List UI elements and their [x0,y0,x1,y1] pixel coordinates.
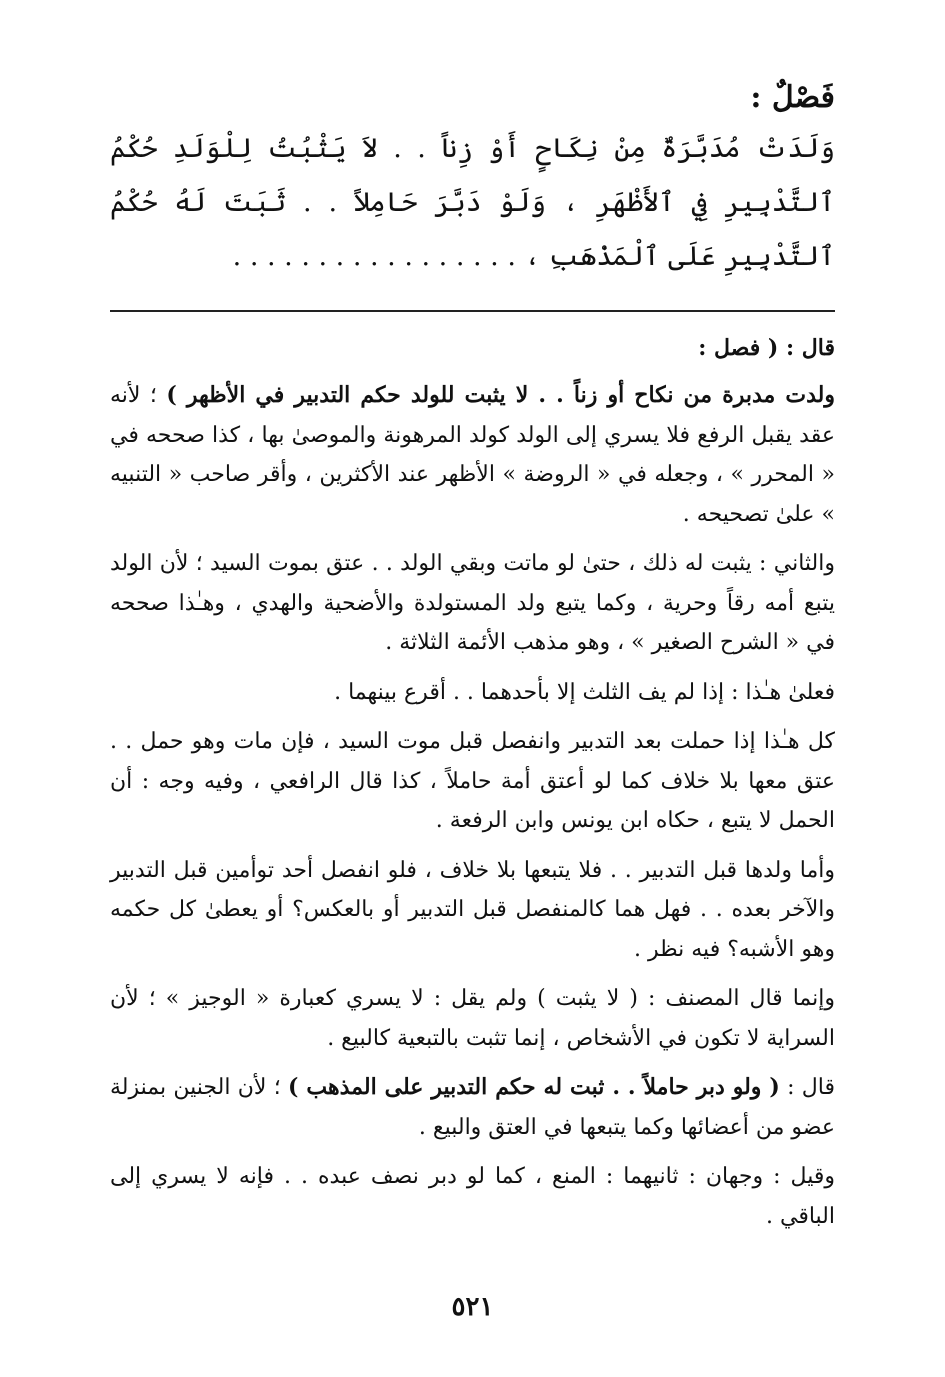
page-number: ٥٢١ [451,1292,494,1322]
paragraph-text: وإنما قال المصنف : ( لا يثبت ) ولم يقل : لا يسري كعبارة « الوجيز » ؛ لأن السراية لا تكون في الأشخاص ، إنما تثبت بالتبعية كالبيع . [110,986,835,1051]
paragraph-prefix: قال : [787,1075,835,1100]
quoted-matn: ( ولو دبر حاملاً . . ثبت له حكم التدبير على المذهب ) [288,1074,780,1100]
paragraph-text: ؛ لأنه عقد يقبل الرفع فلا يسري إلى الولد كولد المرهونة والموصىٰ بها ، كذا صححه في « المحرر » ، وجعله في « الروضة » الأظهر عند الأكثرين ، وأقر صاحب « التنبيه » علىٰ تصحيحه . [110,383,835,527]
paragraph-text: وقيل : وجهان : ثانيهما : المنع ، كما لو دبر نصف عبده . . فإنه لا يسري إلى الباقي . [110,1164,835,1229]
paragraph-1 [110,376,835,534]
paragraph-text: فعلىٰ هـٰذا : إذا لم يف الثلث إلا بأحدهما . . أقرع بينهما . [334,679,835,705]
paragraph-7 [110,1068,835,1147]
paragraph-3 [110,673,835,713]
matn-section [110,78,835,284]
paragraph-text: والثاني : يثبت له ذلك ، حتىٰ لو ماتت وبقي الولد . . عتق بموت السيد ؛ لأن الولد يتبع أمه رقاً وحرية ، وكما يتبع ولد المستولدة والأضحية والهدي ، وهـٰذا صححه في « الشرح الصغير » ، وهو مذهب الأئمة الثلاثة . [110,551,835,655]
sharh-heading [110,330,835,366]
paragraph-8 [110,1157,835,1236]
paragraph-2 [110,544,835,663]
paragraph-4 [110,722,835,841]
paragraph-6 [110,979,835,1058]
paragraph-text: ؛ لأن الجنين بمنزلة عضو من أعضائها وكما يتبعها في العتق والبيع . [110,1075,835,1140]
sharh-heading-prefix: قال : [786,335,835,361]
matn-text: وَلَدَتْ مُدَبَّرَةٌ مِنْ نِكَاحٍ أَوْ زِناً . . لاَ يَثْبُتُ لِلْوَلَدِ حُكْمُ ٱلتَّدْبِيرِ فِي ٱلأَظْهَرِ ، وَلَوْ دَبَّرَ حَامِلاً . . ثَبَتَ لَهُ حُكْمُ ٱلتَّدْبِيرِ عَلَى ٱلْمَذْهَبِ ، . . . . . . . . . . . . . . . . . [110,133,835,272]
sharh-heading-bold: ( فصل : [698,335,779,361]
paragraph-text: كل هـٰذا إذا حملت بعد التدبير وانفصل قبل موت السيد ، فإن مات وهو حمل . . عتق معها بلا خلاف كما لو أعتق أمة حاملاً ، كذا قال الرافعي ، وفيه وجه : أن الحمل لا يتبع ، حكاه ابن يونس وابن الرفعة . [110,729,835,833]
section-divider [110,310,835,312]
quoted-matn: ولدت مدبرة من نكاح أو زناً . . لا يثبت للولد حكم التدبير في الأظهر ) [166,382,836,408]
paragraph-5 [110,851,835,970]
paragraph-text: وأما ولدها قبل التدبير . . فلا يتبعها بلا خلاف ، فلو انفصل أحد توأمين قبل التدبير والآخر بعده . . فهل هما كالمنفصل قبل التدبير أو بالعكس؟ أو يعطىٰ كل حكمه وهو الأشبه؟ فيه نظر . [110,857,835,962]
sharh-section [110,330,835,1236]
matn-heading: فَصْلٌ : [750,80,835,115]
